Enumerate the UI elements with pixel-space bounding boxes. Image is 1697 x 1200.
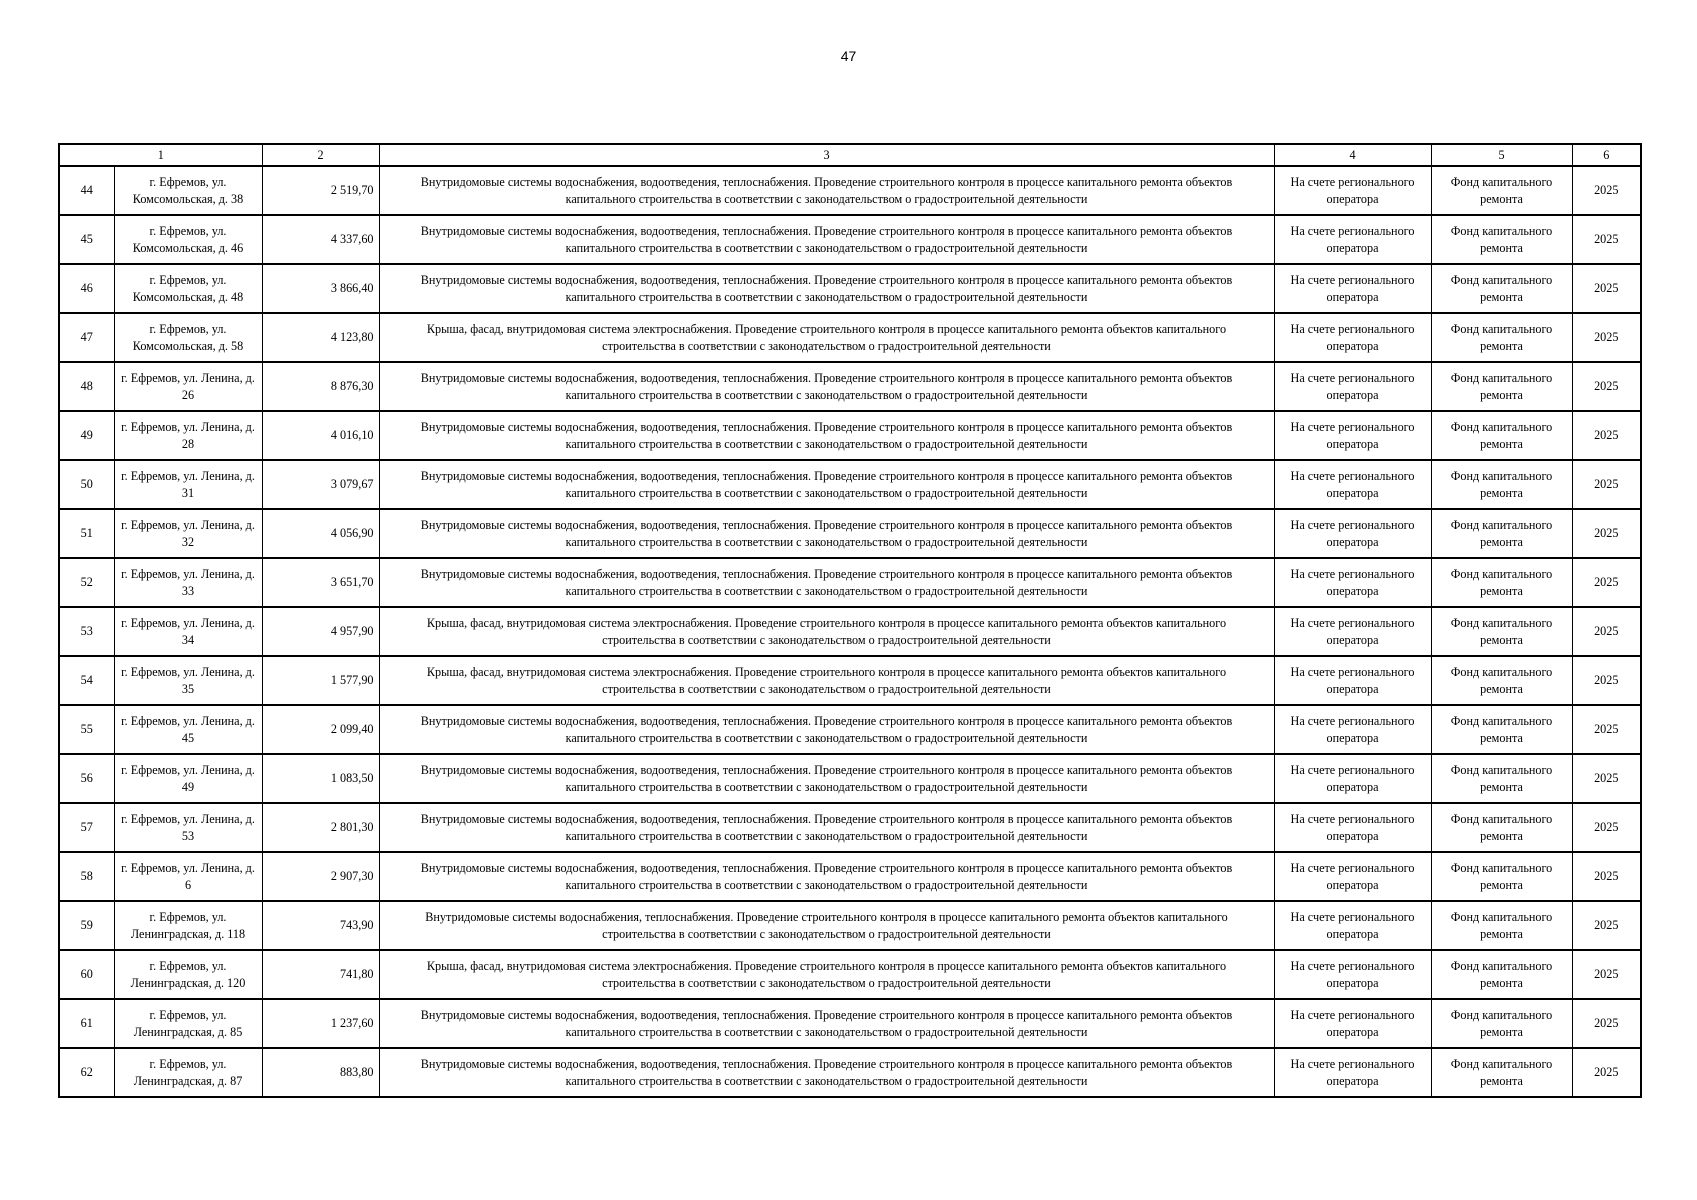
area-cell: 4 337,60 (262, 215, 379, 264)
works-description-cell: Внутридомовые системы водоснабжения, водоотведения, теплоснабжения. Проведение строительного контроля в процессе капитального ремонта объектов капитального строительства в соответствии с законодательством о градостроительной деятельности (379, 803, 1274, 852)
account-method-cell: На счете регионального оператора (1274, 656, 1431, 705)
works-description-cell: Внутридомовые системы водоснабжения, водоотведения, теплоснабжения. Проведение строительного контроля в процессе капитального ремонта объектов капитального строительства в соответствии с законодательством о градостроительной деятельности (379, 705, 1274, 754)
works-description-cell: Внутридомовые системы водоснабжения, водоотведения, теплоснабжения. Проведение строительного контроля в процессе капитального ремонта объектов капитального строительства в соответствии с законодательством о градостроительной деятельности (379, 166, 1274, 215)
column-header-2: 2 (262, 144, 379, 166)
area-cell: 741,80 (262, 950, 379, 999)
row-number-cell: 48 (59, 362, 114, 411)
address-cell: г. Ефремов, ул. Ленина, д. 32 (114, 509, 262, 558)
table-row (59, 362, 1641, 411)
account-method-cell: На счете регионального оператора (1274, 1048, 1431, 1097)
table-row (59, 411, 1641, 460)
area-cell: 2 801,30 (262, 803, 379, 852)
funding-source-cell: Фонд капитального ремонта (1431, 803, 1572, 852)
address-cell: г. Ефремов, ул. Ленина, д. 35 (114, 656, 262, 705)
address-cell: г. Ефремов, ул. Ленинградская, д. 118 (114, 901, 262, 950)
row-number-cell: 46 (59, 264, 114, 313)
account-method-cell: На счете регионального оператора (1274, 901, 1431, 950)
row-number-cell: 59 (59, 901, 114, 950)
year-cell: 2025 (1572, 362, 1641, 411)
address-cell: г. Ефремов, ул. Ленина, д. 6 (114, 852, 262, 901)
funding-source-cell: Фонд капитального ремонта (1431, 950, 1572, 999)
account-method-cell: На счете регионального оператора (1274, 166, 1431, 215)
area-cell: 2 907,30 (262, 852, 379, 901)
address-cell: г. Ефремов, ул. Ленина, д. 34 (114, 607, 262, 656)
area-cell: 2 519,70 (262, 166, 379, 215)
row-number-cell: 47 (59, 313, 114, 362)
year-cell: 2025 (1572, 705, 1641, 754)
account-method-cell: На счете регионального оператора (1274, 999, 1431, 1048)
table-row (59, 1048, 1641, 1097)
row-number-cell: 60 (59, 950, 114, 999)
year-cell: 2025 (1572, 460, 1641, 509)
row-number-cell: 57 (59, 803, 114, 852)
row-number-cell: 49 (59, 411, 114, 460)
works-description-cell: Внутридомовые системы водоснабжения, теплоснабжения. Проведение строительного контроля в процессе капитального ремонта объектов капитального строительства в соответствии с законодательством о градостроительной деятельности (379, 901, 1274, 950)
year-cell: 2025 (1572, 1048, 1641, 1097)
year-cell: 2025 (1572, 166, 1641, 215)
address-cell: г. Ефремов, ул. Ленина, д. 26 (114, 362, 262, 411)
row-number-cell: 58 (59, 852, 114, 901)
area-cell: 4 957,90 (262, 607, 379, 656)
column-header-1: 1 (59, 144, 262, 166)
column-header-5: 5 (1431, 144, 1572, 166)
year-cell: 2025 (1572, 607, 1641, 656)
address-cell: г. Ефремов, ул. Ленинградская, д. 120 (114, 950, 262, 999)
works-description-cell: Внутридомовые системы водоснабжения, водоотведения, теплоснабжения. Проведение строительного контроля в процессе капитального ремонта объектов капитального строительства в соответствии с законодательством о градостроительной деятельности (379, 999, 1274, 1048)
area-cell: 883,80 (262, 1048, 379, 1097)
funding-source-cell: Фонд капитального ремонта (1431, 705, 1572, 754)
funding-source-cell: Фонд капитального ремонта (1431, 999, 1572, 1048)
works-description-cell: Внутридомовые системы водоснабжения, водоотведения, теплоснабжения. Проведение строительного контроля в процессе капитального ремонта объектов капитального строительства в соответствии с законодательством о градостроительной деятельности (379, 509, 1274, 558)
funding-source-cell: Фонд капитального ремонта (1431, 264, 1572, 313)
row-number-cell: 51 (59, 509, 114, 558)
area-cell: 3 651,70 (262, 558, 379, 607)
funding-source-cell: Фонд капитального ремонта (1431, 901, 1572, 950)
table-row (59, 852, 1641, 901)
column-header-6: 6 (1572, 144, 1641, 166)
funding-source-cell: Фонд капитального ремонта (1431, 509, 1572, 558)
account-method-cell: На счете регионального оператора (1274, 754, 1431, 803)
funding-source-cell: Фонд капитального ремонта (1431, 362, 1572, 411)
account-method-cell: На счете регионального оператора (1274, 803, 1431, 852)
works-description-cell: Крыша, фасад, внутридомовая система электроснабжения. Проведение строительного контроля в процессе капитального ремонта объектов капитального строительства в соответствии с законодательством о градостроительной деятельности (379, 656, 1274, 705)
table-row (59, 313, 1641, 362)
area-cell: 4 123,80 (262, 313, 379, 362)
row-number-cell: 45 (59, 215, 114, 264)
address-cell: г. Ефремов, ул. Ленина, д. 31 (114, 460, 262, 509)
area-cell: 1 083,50 (262, 754, 379, 803)
table-header (59, 144, 1641, 166)
table-row (59, 215, 1641, 264)
row-number-cell: 55 (59, 705, 114, 754)
account-method-cell: На счете регионального оператора (1274, 705, 1431, 754)
table-row (59, 705, 1641, 754)
account-method-cell: На счете регионального оператора (1274, 215, 1431, 264)
funding-source-cell: Фонд капитального ремонта (1431, 754, 1572, 803)
row-number-cell: 61 (59, 999, 114, 1048)
area-cell: 3 079,67 (262, 460, 379, 509)
works-description-cell: Крыша, фасад, внутридомовая система электроснабжения. Проведение строительного контроля в процессе капитального ремонта объектов капитального строительства в соответствии с законодательством о градостроительной деятельности (379, 607, 1274, 656)
funding-source-cell: Фонд капитального ремонта (1431, 460, 1572, 509)
table-row (59, 166, 1641, 215)
account-method-cell: На счете регионального оператора (1274, 264, 1431, 313)
funding-source-cell: Фонд капитального ремонта (1431, 166, 1572, 215)
works-description-cell: Внутридомовые системы водоснабжения, водоотведения, теплоснабжения. Проведение строительного контроля в процессе капитального ремонта объектов капитального строительства в соответствии с законодательством о градостроительной деятельности (379, 264, 1274, 313)
address-cell: г. Ефремов, ул. Комсомольская, д. 38 (114, 166, 262, 215)
year-cell: 2025 (1572, 754, 1641, 803)
page-number: 47 (840, 48, 857, 64)
funding-source-cell: Фонд капитального ремонта (1431, 656, 1572, 705)
table-row (59, 950, 1641, 999)
year-cell: 2025 (1572, 803, 1641, 852)
year-cell: 2025 (1572, 852, 1641, 901)
works-description-cell: Внутридомовые системы водоснабжения, водоотведения, теплоснабжения. Проведение строительного контроля в процессе капитального ремонта объектов капитального строительства в соответствии с законодательством о градостроительной деятельности (379, 215, 1274, 264)
works-description-cell: Внутридомовые системы водоснабжения, водоотведения, теплоснабжения. Проведение строительного контроля в процессе капитального ремонта объектов капитального строительства в соответствии с законодательством о градостроительной деятельности (379, 1048, 1274, 1097)
area-cell: 1 237,60 (262, 999, 379, 1048)
table-row (59, 264, 1641, 313)
year-cell: 2025 (1572, 509, 1641, 558)
funding-source-cell: Фонд капитального ремонта (1431, 558, 1572, 607)
account-method-cell: На счете регионального оператора (1274, 362, 1431, 411)
area-cell: 8 876,30 (262, 362, 379, 411)
address-cell: г. Ефремов, ул. Комсомольская, д. 48 (114, 264, 262, 313)
account-method-cell: На счете регионального оператора (1274, 411, 1431, 460)
address-cell: г. Ефремов, ул. Ленина, д. 33 (114, 558, 262, 607)
area-cell: 4 016,10 (262, 411, 379, 460)
account-method-cell: На счете регионального оператора (1274, 607, 1431, 656)
account-method-cell: На счете регионального оператора (1274, 509, 1431, 558)
row-number-cell: 52 (59, 558, 114, 607)
address-cell: г. Ефремов, ул. Комсомольская, д. 58 (114, 313, 262, 362)
address-cell: г. Ефремов, ул. Ленина, д. 28 (114, 411, 262, 460)
table-body (59, 166, 1641, 1097)
row-number-cell: 53 (59, 607, 114, 656)
account-method-cell: На счете регионального оператора (1274, 460, 1431, 509)
area-cell: 3 866,40 (262, 264, 379, 313)
works-description-cell: Внутридомовые системы водоснабжения, водоотведения, теплоснабжения. Проведение строительного контроля в процессе капитального ремонта объектов капитального строительства в соответствии с законодательством о градостроительной деятельности (379, 411, 1274, 460)
works-description-cell: Внутридомовые системы водоснабжения, водоотведения, теплоснабжения. Проведение строительного контроля в процессе капитального ремонта объектов капитального строительства в соответствии с законодательством о градостроительной деятельности (379, 754, 1274, 803)
funding-source-cell: Фонд капитального ремонта (1431, 607, 1572, 656)
funding-source-cell: Фонд капитального ремонта (1431, 313, 1572, 362)
address-cell: г. Ефремов, ул. Ленина, д. 53 (114, 803, 262, 852)
address-cell: г. Ефремов, ул. Ленинградская, д. 85 (114, 999, 262, 1048)
address-cell: г. Ефремов, ул. Ленинградская, д. 87 (114, 1048, 262, 1097)
table-row (59, 656, 1641, 705)
year-cell: 2025 (1572, 950, 1641, 999)
account-method-cell: На счете регионального оператора (1274, 852, 1431, 901)
repair-program-table (58, 143, 1642, 1098)
row-number-cell: 56 (59, 754, 114, 803)
year-cell: 2025 (1572, 411, 1641, 460)
year-cell: 2025 (1572, 656, 1641, 705)
area-cell: 4 056,90 (262, 509, 379, 558)
funding-source-cell: Фонд капитального ремонта (1431, 411, 1572, 460)
funding-source-cell: Фонд капитального ремонта (1431, 215, 1572, 264)
row-number-cell: 50 (59, 460, 114, 509)
year-cell: 2025 (1572, 215, 1641, 264)
column-header-4: 4 (1274, 144, 1431, 166)
table-row (59, 607, 1641, 656)
table-row (59, 460, 1641, 509)
table-row (59, 509, 1641, 558)
funding-source-cell: Фонд капитального ремонта (1431, 1048, 1572, 1097)
address-cell: г. Ефремов, ул. Ленина, д. 49 (114, 754, 262, 803)
works-description-cell: Внутридомовые системы водоснабжения, водоотведения, теплоснабжения. Проведение строительного контроля в процессе капитального ремонта объектов капитального строительства в соответствии с законодательством о градостроительной деятельности (379, 558, 1274, 607)
works-description-cell: Крыша, фасад, внутридомовая система электроснабжения. Проведение строительного контроля в процессе капитального ремонта объектов капитального строительства в соответствии с законодательством о градостроительной деятельности (379, 313, 1274, 362)
row-number-cell: 44 (59, 166, 114, 215)
year-cell: 2025 (1572, 313, 1641, 362)
area-cell: 2 099,40 (262, 705, 379, 754)
column-number-row (59, 144, 1641, 166)
funding-source-cell: Фонд капитального ремонта (1431, 852, 1572, 901)
area-cell: 743,90 (262, 901, 379, 950)
year-cell: 2025 (1572, 558, 1641, 607)
account-method-cell: На счете регионального оператора (1274, 558, 1431, 607)
year-cell: 2025 (1572, 901, 1641, 950)
table-row (59, 754, 1641, 803)
works-description-cell: Внутридомовые системы водоснабжения, водоотведения, теплоснабжения. Проведение строительного контроля в процессе капитального ремонта объектов капитального строительства в соответствии с законодательством о градостроительной деятельности (379, 460, 1274, 509)
works-description-cell: Внутридомовые системы водоснабжения, водоотведения, теплоснабжения. Проведение строительного контроля в процессе капитального ремонта объектов капитального строительства в соответствии с законодательством о градостроительной деятельности (379, 362, 1274, 411)
row-number-cell: 54 (59, 656, 114, 705)
works-description-cell: Внутридомовые системы водоснабжения, водоотведения, теплоснабжения. Проведение строительного контроля в процессе капитального ремонта объектов капитального строительства в соответствии с законодательством о градостроительной деятельности (379, 852, 1274, 901)
row-number-cell: 62 (59, 1048, 114, 1097)
area-cell: 1 577,90 (262, 656, 379, 705)
account-method-cell: На счете регионального оператора (1274, 313, 1431, 362)
address-cell: г. Ефремов, ул. Ленина, д. 45 (114, 705, 262, 754)
table-row (59, 999, 1641, 1048)
year-cell: 2025 (1572, 264, 1641, 313)
address-cell: г. Ефремов, ул. Комсомольская, д. 46 (114, 215, 262, 264)
table-row (59, 558, 1641, 607)
year-cell: 2025 (1572, 999, 1641, 1048)
table-row (59, 901, 1641, 950)
account-method-cell: На счете регионального оператора (1274, 950, 1431, 999)
column-header-3: 3 (379, 144, 1274, 166)
works-description-cell: Крыша, фасад, внутридомовая система электроснабжения. Проведение строительного контроля в процессе капитального ремонта объектов капитального строительства в соответствии с законодательством о градостроительной деятельности (379, 950, 1274, 999)
table-row (59, 803, 1641, 852)
